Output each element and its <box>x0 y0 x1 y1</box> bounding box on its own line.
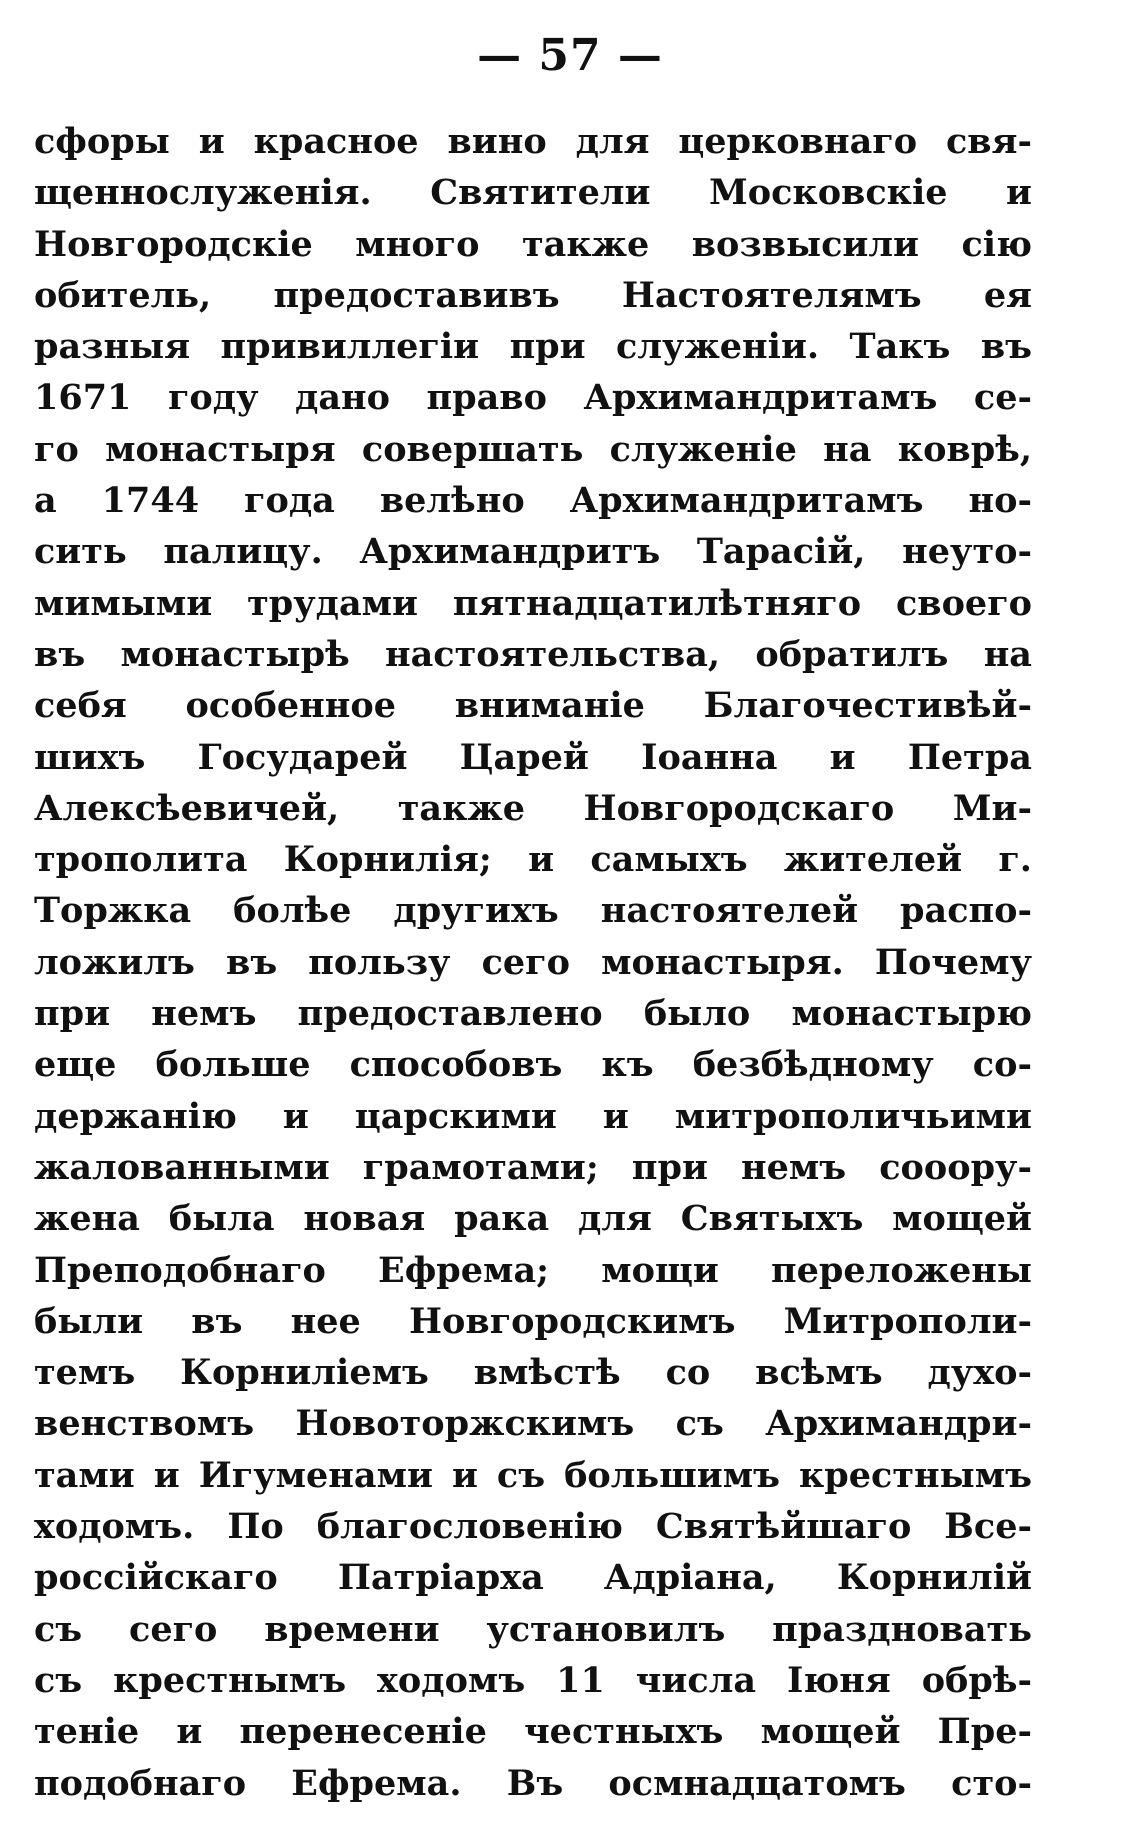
text-line: го монастыря совершать служеніе на коврѣ, <box>34 428 1032 470</box>
text-line: въ монастырѣ настоятельства, обратилъ на <box>34 633 1032 675</box>
text-line: Алексѣевичей, также Новгородскаго Ми- <box>34 787 1032 829</box>
text-line: жалованными грамотами; при немъ сооору- <box>34 1146 1032 1188</box>
text-line: разныя привиллегіи при служеніи. Такъ въ <box>34 326 1032 368</box>
text-line: Новгородскіе много также возвысили сію <box>34 223 1032 265</box>
text-line: жена была новая рака для Святыхъ мощей <box>34 1198 1032 1240</box>
text-line: тами и Игуменами и съ большимъ крестнымъ <box>34 1454 1032 1496</box>
text-line: 1671 году дано право Архимандритамъ се- <box>34 377 1032 419</box>
text-line: съ крестнымъ ходомъ 11 числа Іюня обрѣ- <box>34 1659 1032 1701</box>
body-text <box>34 116 1032 1809</box>
text-line: ложилъ въ пользу сего монастыря. Почему <box>34 941 1032 983</box>
text-line: теніе и перенесеніе честныхъ мощей Пре- <box>34 1711 1032 1753</box>
text-line: съ сего времени установилъ праздновать <box>34 1608 1032 1650</box>
text-line: при немъ предоставлено было монастырю <box>34 993 1032 1035</box>
text-line: обитель, предоставивъ Настоятелямъ ея <box>34 274 1032 316</box>
text-line: мимыми трудами пятнадцатилѣтняго своего <box>34 582 1032 624</box>
text-line: Преподобнаго Ефрема; мощи переложены <box>34 1249 1032 1291</box>
text-line: были въ нее Новгородскимъ Митрополи- <box>34 1300 1032 1342</box>
text-line: еще больше способовъ къ безбѣдному со- <box>34 1044 1032 1086</box>
text-line: россійскаго Патріарха Адріана, Корнилій <box>34 1557 1032 1599</box>
text-line: сить палицу. Архимандритъ Тарасій, неуто- <box>34 531 1032 573</box>
text-line: держанію и царскими и митрополичьими <box>34 1095 1032 1137</box>
text-line: ходомъ. По благословенію Святѣйшаго Все- <box>34 1506 1032 1548</box>
text-line: темъ Корниліемъ вмѣстѣ со всѣмъ духо- <box>34 1352 1032 1394</box>
page-number: — 57 — <box>477 30 663 81</box>
text-line: подобнаго Ефрема. Въ осмнадцатомъ сто- <box>34 1762 1032 1804</box>
text-line: сфоры и красное вино для церковнаго свя- <box>34 121 1032 162</box>
text-line: венствомъ Новоторжскимъ съ Архимандри- <box>34 1403 1032 1445</box>
text-line: трополита Корнилія; и самыхъ жителей г. <box>34 839 1032 881</box>
text-line: Торжка болѣе другихъ настоятелей распо- <box>34 890 1032 932</box>
text-line: а 1744 года велѣно Архимандритамъ но- <box>34 480 1032 522</box>
text-line: себя особенное вниманіе Благочестивѣй- <box>34 685 1032 727</box>
text-line: щеннослуженія. Святители Московскіе и <box>34 172 1032 214</box>
text-line: шихъ Государей Царей Іоанна и Петра <box>34 736 1032 778</box>
